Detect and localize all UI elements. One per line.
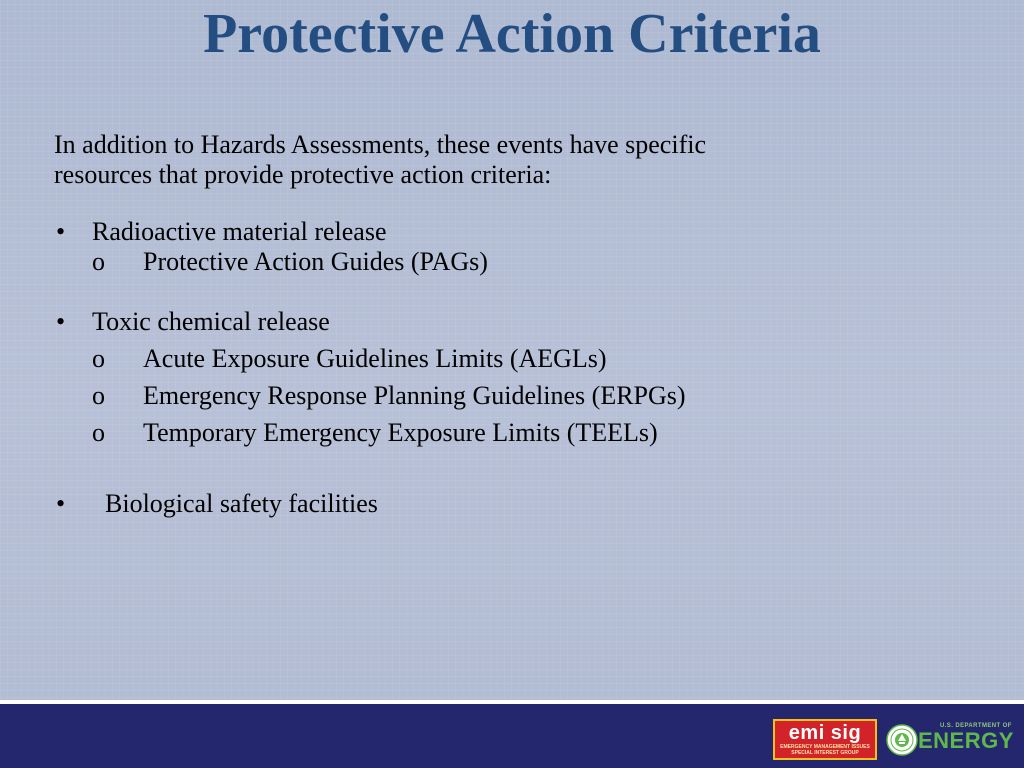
subitem-label: Protective Action Guides (PAGs) — [143, 247, 488, 276]
intro-line-2: resources that provide protective action criteria: — [54, 160, 552, 189]
footer-bar — [0, 700, 1024, 768]
bullet-marker: • — [56, 489, 66, 518]
doe-logo-big-text: ENERGY — [918, 728, 1014, 753]
intro-line-1: In addition to Hazards Assessments, these events have specific — [54, 130, 706, 159]
sub-marker: o — [92, 344, 105, 373]
bullet-biological — [54, 489, 994, 519]
slide-body — [54, 130, 994, 519]
emi-logo-brand: emi sig — [788, 722, 862, 744]
emi-logo-tagline-2: SPECIAL INTEREST GROUP — [791, 750, 859, 756]
subitem-erpgs — [54, 381, 994, 411]
subitem-label: Acute Exposure Guidelines Limits (AEGLs) — [143, 344, 607, 373]
bullet-marker: • — [56, 217, 66, 246]
bullet-label: Toxic chemical release — [92, 307, 330, 336]
sub-marker: o — [92, 418, 105, 447]
intro-text — [54, 130, 994, 190]
sub-marker: o — [92, 247, 105, 276]
subitem-teels — [54, 418, 994, 448]
emi-sig-logo — [773, 719, 877, 760]
bullet-radioactive — [54, 217, 994, 247]
doe-seal-icon — [886, 724, 918, 756]
doe-logo-small-text: U.S. DEPARTMENT OF — [940, 723, 1012, 729]
subitem-pags — [54, 247, 994, 277]
emi-logo-tagline-1: EMERGENCY MANAGEMENT ISSUES — [780, 744, 870, 750]
subitem-aegls — [54, 344, 994, 374]
doe-logo — [918, 722, 1014, 752]
bullet-label: Biological safety facilities — [105, 489, 378, 518]
bullet-marker: • — [56, 307, 66, 336]
slide-title: Protective Action Criteria — [203, 3, 821, 65]
bullet-toxic — [54, 307, 994, 337]
sub-marker: o — [92, 381, 105, 410]
bullet-label: Radioactive material release — [92, 217, 387, 246]
subitem-label: Emergency Response Planning Guidelines (ERPGs) — [143, 381, 686, 410]
subitem-label: Temporary Emergency Exposure Limits (TEELs) — [143, 418, 658, 447]
